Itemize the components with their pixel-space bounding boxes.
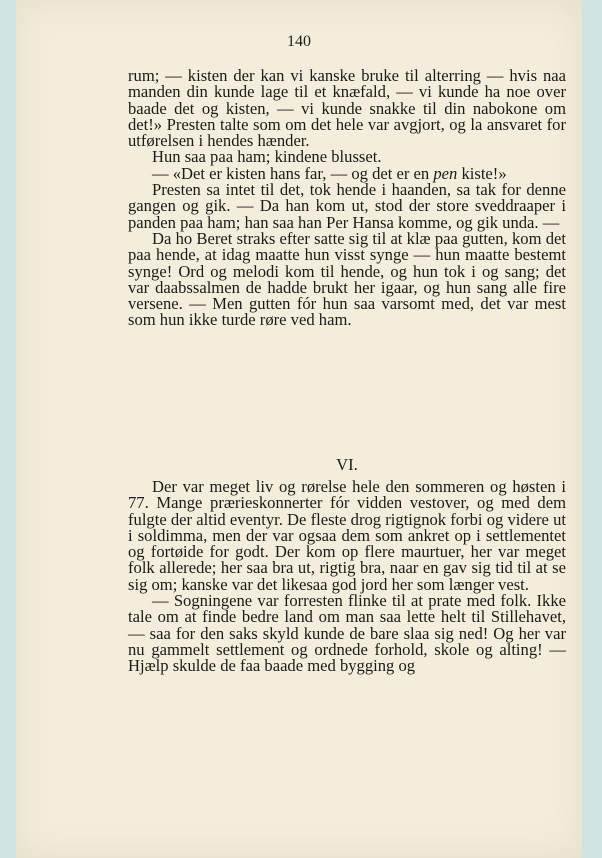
- paragraph-text: kiste!»: [457, 163, 507, 183]
- paragraph: Hun saa paa ham; kindene blusset.: [152, 147, 382, 167]
- page-number: 140: [287, 33, 311, 50]
- text-block-bottom: [128, 479, 566, 675]
- paragraph: Da ho Beret straks efter satte sig til at klæ paa gutten, kom det paa hende, at idag maatte hun visst synge — hun maatte bestemt synge! Ord og melodi kom til hende, og hun tok i og sang; det var daabssalmen de hadde brukt her igaar, og hun sang alle fire versene. — Men gutten fór hun saa varsomt med, det var mest som hun ikke turde røre ved ham.: [128, 228, 566, 330]
- paragraph: Presten sa intet til det, tok hende i haanden, sa tak for denne gangen og gik. — Da han kom ut, stod der store sveddraaper i panden paa ham; han saa han Per Hansa komme, og gik unda. —: [128, 180, 566, 232]
- paragraph-text: — «Det er kisten hans far, — og det er en: [152, 163, 434, 183]
- chapter-heading: VI.: [336, 455, 358, 474]
- book-page: [16, 0, 582, 858]
- text-block-top: [128, 68, 566, 329]
- paragraph: Der var meget liv og rørelse hele den sommeren og høsten i 77. Mange prærieskonnerter fór vidden vestover, og med dem fulgte der altid eventyr. De fleste drog rigtignok forbi og videre ut i soldimma, men der var ogsaa dem som ankret op i settlementet og fortøide for godt. Der kom op flere maurtuer, her var meget folk allerede; her saa bra ut, rigtig bra, naar en gav sig tid til at se sig om; kanske var det likesaa god jord her som længer vest.: [128, 477, 566, 594]
- emphasized-word: pen: [433, 163, 458, 183]
- paragraph: — Sogningene var forresten flinke til at prate med folk. Ikke tale om at finde bedre land om man saa lette helt til Stillehavet, — saa for den saks skyld kunde de bare slaa sig ned! Og her var nu gammelt settlement og ordnede forhold, skole og alting! — Hjælp skulde de faa baade med bygging og: [128, 591, 566, 676]
- paragraph: rum; — kisten der kan vi kanske bruke til alterring — hvis naa manden din kunde lage til et knæfald, — vi kunde ha noe over baade det og kisten, — vi kunde snakke til din nabokone om det!» Presten talte som om det hele var avgjort, og la ansvaret for utførelsen i hendes hænder.: [128, 66, 566, 151]
